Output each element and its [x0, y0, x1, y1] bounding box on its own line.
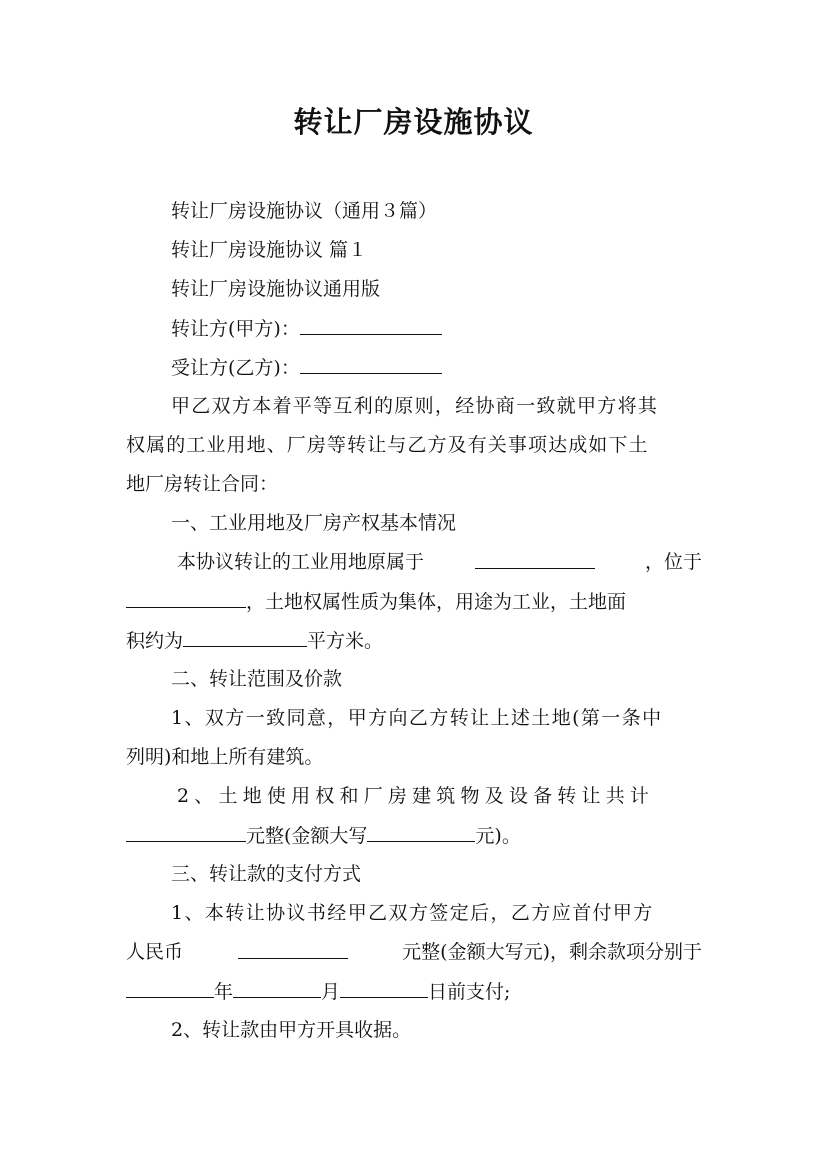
- s2-amount-blank: [126, 821, 246, 842]
- party-b-label: 受让方(乙方)：: [171, 357, 300, 379]
- s3-year-label: 年: [214, 981, 234, 1003]
- s3-day-label: 日前支付;: [428, 981, 511, 1003]
- s3-day-blank: [340, 977, 428, 998]
- s1-paragraph-line-1: [177, 548, 702, 576]
- s2-text-b: 元)。: [475, 825, 521, 847]
- s2-amount-words-blank: [367, 821, 475, 842]
- s3-item-1-line-3: [126, 977, 702, 1006]
- s3-item-1-line-1: 1、本转让协议书经甲乙双方签定后，乙方应首付甲方: [171, 902, 654, 924]
- s1-text-b: ，位于: [644, 551, 702, 573]
- heading-version: 转让厂房设施协议通用版: [171, 278, 381, 300]
- heading-part: 转让厂房设施协议 篇１: [171, 239, 368, 261]
- s2-text-a: 元整(金额大写: [246, 825, 368, 847]
- s1-location-blank: [126, 587, 246, 608]
- s2-item-1-line-1: 1、双方一致同意，甲方向乙方转让上述土地(第一条中: [171, 707, 663, 729]
- s1-text-e: 平方米。: [307, 630, 384, 652]
- party-a-label: 转让方(甲方)：: [171, 318, 300, 340]
- intro-line-1: 甲乙双方本着平等互利的原则，经协商一致就甲方将其: [171, 395, 659, 417]
- s2-item-1-line-2: 列明)和地上所有建筑。: [126, 746, 324, 768]
- s3-month-label: 月: [321, 981, 341, 1003]
- s3-text-b: 元整(金额大写元)，剩余款项分别于: [402, 941, 702, 963]
- intro-line-3: 地厂房转让合同：: [126, 473, 279, 495]
- party-a-blank: [300, 314, 442, 335]
- s1-text-c: ，土地权属性质为集体，用途为工业，土地面: [246, 591, 627, 613]
- s1-text-a: 本协议转让的工业用地原属于: [177, 551, 425, 573]
- intro-line-2: 权属的工业用地、厂房等转让与乙方及有关事项达成如下土: [126, 434, 649, 456]
- section-3-title: 三、转让款的支付方式: [171, 863, 362, 885]
- s1-paragraph-line-3: [126, 626, 702, 655]
- document-title: 转让厂房设施协议: [293, 105, 534, 139]
- section-1-title: 一、工业用地及厂房产权基本情况: [171, 512, 457, 534]
- party-b-blank: [300, 353, 442, 374]
- s3-text-a: 人民币: [126, 941, 184, 963]
- s3-item-1-line-2: [126, 938, 702, 966]
- section-2-title: 二、转让范围及价款: [171, 668, 343, 690]
- heading-general: 转让厂房设施协议（通用３篇）: [171, 200, 438, 222]
- party-a-line: [171, 314, 702, 343]
- s1-original-owner-blank: [475, 548, 595, 569]
- s2-item-2-line-2: [126, 821, 702, 850]
- s1-area-blank: [183, 626, 307, 647]
- s2-item-2-line-1: 2、土地使用权和厂房建筑物及设备转让共计: [177, 785, 655, 807]
- party-b-line: [171, 353, 702, 382]
- s3-down-payment-blank: [238, 938, 348, 959]
- s3-item-2: 2、转让款由甲方开具收据。: [171, 1019, 412, 1041]
- s3-month-blank: [233, 977, 321, 998]
- s1-text-d: 积约为: [126, 630, 184, 652]
- s3-year-blank: [126, 977, 214, 998]
- s1-paragraph-line-2: [126, 587, 702, 616]
